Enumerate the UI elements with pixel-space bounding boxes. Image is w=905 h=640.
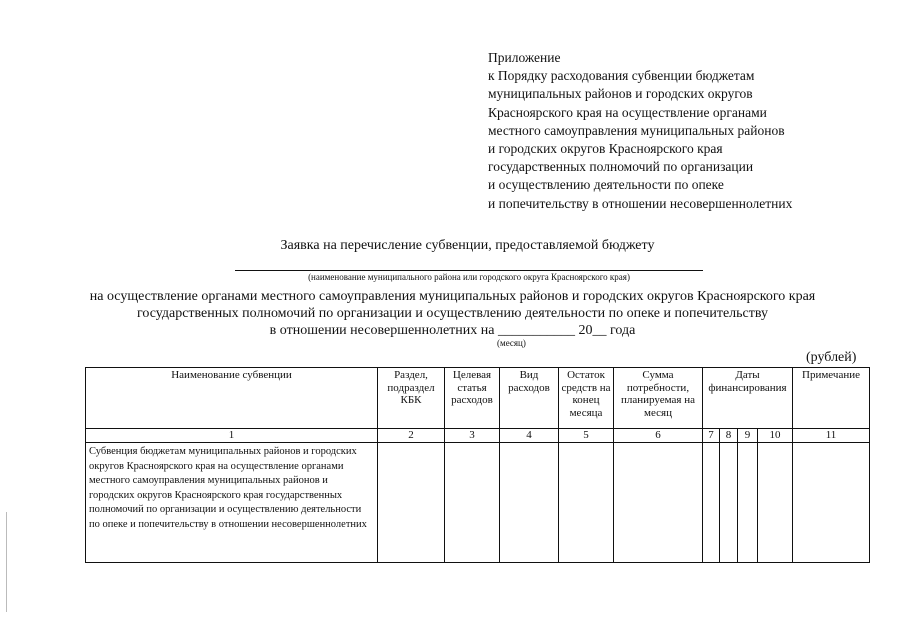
- column-number: 10: [758, 429, 793, 443]
- scan-edge-mark: [6, 512, 7, 612]
- cell-date-10: [758, 443, 793, 563]
- municipality-name-line: [235, 270, 703, 271]
- column-number: 1: [86, 429, 378, 443]
- cell-type: [500, 443, 559, 563]
- appendix-block: [488, 49, 888, 213]
- purpose-line: государственных полномочий по организации и осуществлению деятельности по опеке и попечительству: [136, 306, 769, 321]
- cell-note: [793, 443, 870, 563]
- header-target: Целевая статья расходов: [445, 368, 500, 429]
- appendix-line: Приложение: [488, 50, 561, 65]
- appendix-line: Красноярского края на осуществление органами: [488, 104, 767, 120]
- column-number: 9: [738, 429, 758, 443]
- column-number: 3: [445, 429, 500, 443]
- header-section: Раздел, подраздел КБК: [378, 368, 445, 429]
- cell-date-8: [720, 443, 738, 563]
- cell-section: [378, 443, 445, 563]
- column-number-row: [86, 429, 870, 443]
- appendix-line: и осуществлению деятельности по опеке: [488, 177, 724, 193]
- column-number: 7: [703, 429, 720, 443]
- cell-date-7: [703, 443, 720, 563]
- row-description: Субвенция бюджетам муниципальных районов и городских округов Красноярского края на осуществление органами местного самоуправления муниципальных районов и городских округов Красноярского края государственных полномочий по организации и осуществлению деятельности по опеке и попечительству в отношении несовершеннолетних: [86, 443, 378, 563]
- month-caption: (месяц): [497, 338, 526, 348]
- header-name: Наименование субвенции: [86, 368, 378, 429]
- appendix-line: и городских округов Красноярского края: [488, 141, 723, 157]
- subvention-table: [85, 367, 870, 563]
- column-number: 4: [500, 429, 559, 443]
- header-row: [86, 368, 870, 429]
- cell-date-9: [738, 443, 758, 563]
- column-number: 5: [559, 429, 614, 443]
- column-number: 8: [720, 429, 738, 443]
- appendix-line: местного самоуправления муниципальных районов: [488, 122, 785, 138]
- appendix-line: и попечительству в отношении несовершеннолетних: [488, 195, 793, 211]
- header-balance: Остаток средств на конец месяца: [559, 368, 614, 429]
- purpose-text: [0, 288, 905, 339]
- municipality-name-caption: (наименование муниципального района или городского округа Красноярского края): [308, 272, 630, 282]
- header-note: Примечание: [793, 368, 870, 429]
- header-type: Вид расходов: [500, 368, 559, 429]
- header-sum: Сумма потребности, планируемая на месяц: [614, 368, 703, 429]
- cell-target: [445, 443, 500, 563]
- appendix-line: государственных полномочий по организации: [488, 159, 754, 175]
- header-dates: Даты финансирования: [703, 368, 793, 429]
- cell-sum: [614, 443, 703, 563]
- units-label: (рублей): [806, 350, 857, 365]
- purpose-line: в отношении несовершеннолетних на ___________ 20__ года: [269, 323, 636, 338]
- column-number: 6: [614, 429, 703, 443]
- purpose-line: на осуществление органами местного самоуправления муниципальных районов и городских округов Красноярского края: [89, 289, 816, 304]
- appendix-line: к Порядку расходования субвенции бюджетам: [488, 68, 755, 84]
- cell-balance: [559, 443, 614, 563]
- form-title: Заявка на перечисление субвенции, предоставляемой бюджету: [280, 238, 655, 253]
- column-number: 11: [793, 429, 870, 443]
- table-row: [86, 443, 870, 563]
- appendix-line: муниципальных районов и городских округов: [488, 86, 753, 102]
- column-number: 2: [378, 429, 445, 443]
